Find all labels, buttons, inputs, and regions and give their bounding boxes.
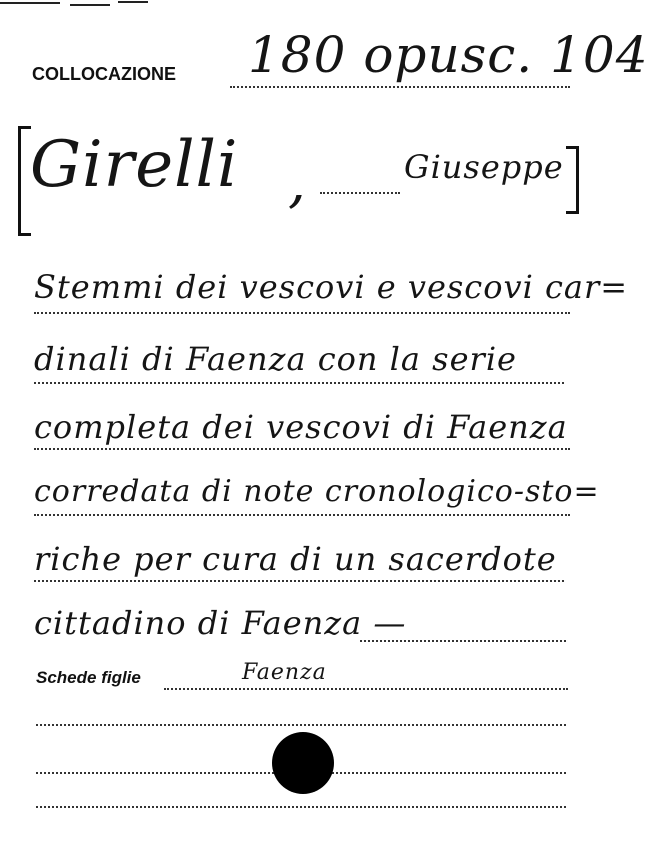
collocazione-dotted-line [230,86,570,88]
title-dotted-line [34,382,564,384]
right-bracket [566,146,579,214]
schede-dotted-line [164,688,568,690]
title-dotted-line [34,448,570,450]
author-first-name: Giuseppe [404,148,564,186]
title-dotted-line [34,514,570,516]
title-dotted-line [34,312,570,314]
title-dotted-line [360,640,566,642]
title-line: dinali di Faenza con la serie [34,340,517,378]
title-dotted-line [34,580,564,582]
blank-dotted-line [36,724,566,726]
title-line: riche per cura di un sacerdote [34,540,557,578]
title-line: Stemmi dei vescovi e vescovi car= [34,268,629,306]
schede-figlie-value: Faenza [242,660,327,685]
collocazione-label: COLLOCAZIONE [32,64,176,84]
blank-dotted-line [36,806,566,808]
punch-hole [272,732,334,794]
title-line: corredata di note cronologico-sto= [34,474,600,509]
schede-figlie-label: Schede figlie [36,668,141,687]
scan-edge-marks [0,0,150,8]
author-dotted-line [320,192,400,194]
title-line: completa dei vescovi di Faenza [34,408,568,446]
author-comma: , [288,150,307,215]
title-line: cittadino di Faenza — [34,604,407,642]
author-surname: Girelli [30,128,239,202]
collocazione-value: 180 opusc. 104 [248,26,649,84]
